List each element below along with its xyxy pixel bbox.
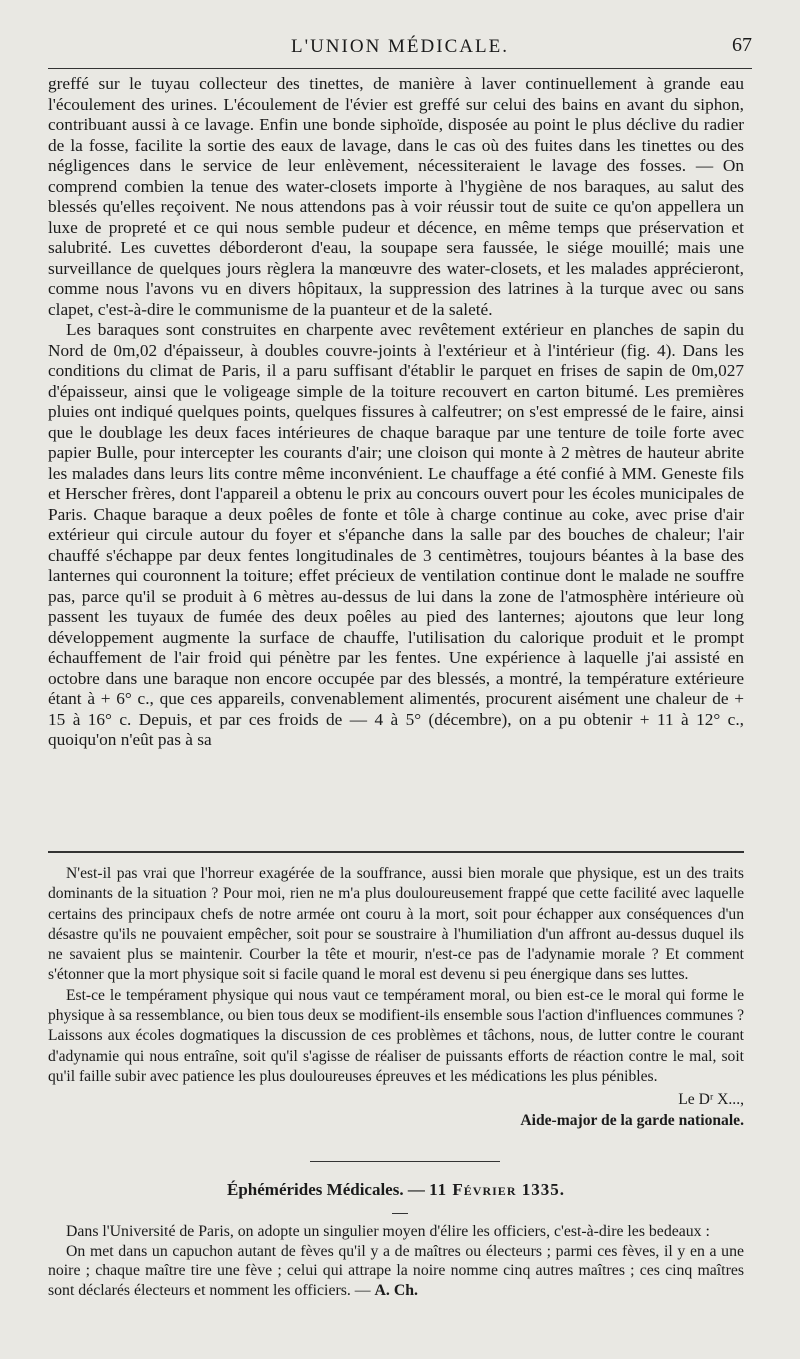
ephemerides-heading: [48, 1180, 744, 1200]
running-title: L'UNION MÉDICALE.: [291, 36, 509, 57]
page-header: [48, 30, 752, 66]
ephemerides-text: [48, 1222, 744, 1300]
note-paragraph: N'est-il pas vrai que l'horreur exagérée de la souffrance, aussi bien morale que physique, est un des traits dominants de la situation ? Pour moi, rien ne m'a plus douloureusement frappé que cette facilité avec laquelle certains des principaux chefs de notre armée ont couru à la mort, soit pour échapper aux conséquences d'un désastre qu'ils ne pouvaient empêcher, soit pour se soustraire à l'humiliation d'un affront au-dessus duquel ils ne savaient plus se maintenir. Courber la tête et mourir, n'est-ce pas de l'adynamie morale ? Et comment s'étonner que la mort physique soit si facile quand le moral est devenu si peu énergique dans ses luttes.: [48, 865, 744, 984]
ephemerides-date: 11 Février 1335.: [429, 1180, 565, 1199]
ephemerides-rule: [392, 1213, 408, 1214]
feuilleton-note: [48, 864, 744, 1131]
signature-role: Aide-major de la garde nationale.: [520, 1112, 744, 1130]
page-number: 67: [732, 34, 752, 56]
ephemerides-title: Éphémérides Médicales.: [227, 1180, 404, 1199]
main-paragraph: greffé sur le tuyau collecteur des tinettes, de manière à laver continuellement à grande eau l'écoulement des urines. L'écoulement de l'évier est greffé sur celui des bains en avant du siphon, contribuant aussi à ce lavage. Enfin une bonde siphoïde, disposée au point le plus déclive du radier de la fosse, facilite la sortie des eaux de lavage, dans le cas où des fuites dans les tinettes ou des négligences dans le service de leur enlèvement, nécessiteraient le lavage des fosses. — On comprend combien la tenue des water-closets importe à l'hygiène de nos baraques, au salut des blessés qu'elles reçoivent. Ne nous attendons pas à voir réussir tout de suite ce qu'on appellera un luxe de propreté et ce qui nous semble pudeur et décence, en même temps que préservation et salubrité. Les cuvettes déborderont d'eau, la soupape sera faussée, le siége mouillé; mais une surveillance de quelques jours règlera la manœuvre des water-closets, et les malades apprécieront, comme nous l'avons vu en divers hôpitaux, la suppression des latrines à la turque avec ou sans clapet, c'est-à-dire le communisme de la puanteur et de la saleté.: [48, 74, 744, 319]
section-divider: [310, 1161, 500, 1162]
ephemerides-dash: —: [403, 1180, 430, 1199]
note-paragraph: Est-ce le tempérament physique qui nous vaut ce tempérament moral, ou bien est-ce le moral qui forme le physique à sa ressemblance, ou bien tous deux se modifient-ils ensemble sous l'action d'influences communes ? Laissons aux écoles dogmatiques la discussion de ces problèmes et tâchons, nous, de lutter contre le courant d'adynamie qui nous entraîne, soit qu'il s'agisse de réaliser de puissants efforts de réaction contre le mal, soit qu'il faille subir avec patience les plus douloureuses épreuves et les médications les plus pénibles.: [48, 986, 744, 1085]
header-rule: [48, 68, 752, 69]
ephemerides-author: A. Ch.: [374, 1281, 418, 1299]
signature-name: Le Dʳ X...,: [678, 1091, 744, 1109]
main-paragraph: Les baraques sont construites en charpente avec revêtement extérieur en planches de sapin du Nord de 0m,02 d'épaisseur, à doubles couvre-joints à l'extérieur et à l'intérieur (fig. 4). Dans les conditions du climat de Paris, il a paru suffisant d'établir le parquet en frises de sapin de 0m,027 d'épaisseur, ainsi que le voligeage simple de la toiture recouvert en carton bitumé. Les premières pluies ont indiqué quelques points, quelques fissures à calfeutrer; on s'est empressé de le faire, ainsi que le doublage les deux faces intérieures de chaque baraque par une tenture de toile forte avec papier Bulle, pour intercepter les courants d'air; une cloison qui monte à 2 mètres de hauteur abrite les malades dans leurs lits contre même inconvénient. Le chauffage a été confié à MM. Geneste fils et Herscher frères, dont l'appareil a obtenu le prix au concours ouvert pour les écoles municipales de Paris. Chaque baraque a deux poêles de fonte et tôle à charge continue au coke, avec prise d'air extérieur qui circule autour du foyer et s'épanche dans la salle par des bouches de chaleur; l'air chauffé s'échappe par deux fentes longitudinales de 3 centimètres, toujours béantes à la base des lanternes qui couronnent la toiture; effet précieux de ventilation continue dont le malade ne souffre pas, parce qu'il se produit à 6 mètres au-dessus de lui dans la zone de l'atmosphère intérieure où passent les tuyaux de fumée des deux poêles au pied des lanternes; ajoutons que leur long développement augmente la surface de chauffe, l'utilisation du calorique produit et le prompt échauffement de l'air froid qui pénètre par les fentes. Une expérience à laquelle j'ai assisté en octobre dans une baraque non encore occupée par des blessés, a montré, la température extérieure étant à + 6° c., que ces appareils, convenablement alimentés, procurent aisément une chaleur de + 15 à 16° c. Depuis, et par ces froids de — 4 à 5° (décembre), on a pu obtenir + 11 à 12° c., quoiqu'on n'eût pas à sa: [48, 320, 744, 749]
footnote-separator: [48, 851, 744, 853]
main-text: [48, 74, 744, 751]
ephemerides-paragraph-text: On met dans un capuchon autant de fèves qu'il y a de maîtres ou électeurs ; parmi ces fèves, il y en a une noire ; chaque maître tire une fève ; celui qui attrape la noire nomme cinq autres maîtres ; ces cinq maîtres sont déclarés électeurs et nomment les officiers. —: [48, 1242, 744, 1299]
ephemerides-paragraph-last: [48, 1242, 744, 1301]
ephemerides-paragraph: Dans l'Université de Paris, on adopte un singulier moyen d'élire les officiers, c'est-à-dire les bedeaux :: [66, 1223, 710, 1240]
signature: [48, 1089, 744, 1131]
